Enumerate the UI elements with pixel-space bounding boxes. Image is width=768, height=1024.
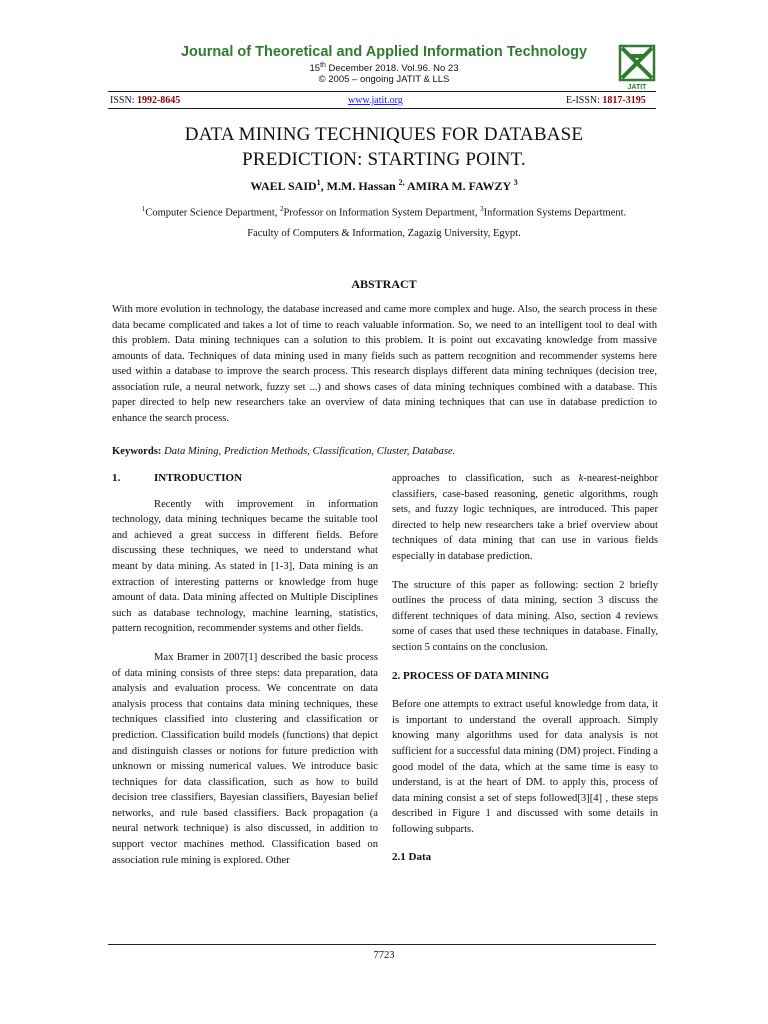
author-sup: 2,: [398, 178, 405, 187]
affil-sup: 2: [280, 205, 284, 213]
author-name: , M.M. Hassan: [320, 179, 399, 193]
paper-title: [0, 122, 768, 172]
affil-sup: 1: [141, 205, 146, 213]
logo-text: JATIT: [627, 84, 647, 91]
eissn: [566, 95, 646, 106]
issn-value: 1992-8645: [136, 95, 181, 106]
abstract-heading: ABSTRACT: [351, 277, 417, 291]
affil-text: Computer Science Department,: [145, 207, 281, 219]
section-number: 1.: [112, 472, 121, 484]
issue-rest: December 2018. Vol.96. No 23: [325, 63, 459, 75]
affil-sup: 3: [480, 205, 484, 213]
keywords: [112, 446, 657, 457]
eissn-value: 1817-3195: [602, 95, 646, 106]
text-run: -nearest-neighbor classifiers, case-based reasoning, genetic algorithms, rough sets, and fuzzy logic techniques, are introduced. This paper directed to help new researchers take a brief overview about techniques of data mining that can use in various fields especially in database prediction.: [392, 473, 658, 562]
issn: [110, 95, 180, 106]
right-column: [392, 471, 658, 879]
faculty: Faculty of Computers & Information, Zagazig University, Egypt.: [247, 228, 521, 239]
abstract-text: With more evolution in technology, the database increased and came more complex and huge. Also, the search process in these data became complicated and takes a lot of time to reach valuable information. So, we need to an intelligent tool to deal with this problem. Data mining techniques can a solution to this problem. It is point out excavating knowledge from massive amounts of data. Techniques of data mining used in many fields such as pattern recognition and recommender systems here used within a database to improve the search process. This research displays different data mining techniques (decision tree, association rule, a neural network, fuzzy set ...) and shows cases of data mining techniques combined with a database. This paper directed to help new researchers take an overview of data mining techniques that can use in database prediction to enhance the search process.: [112, 304, 657, 424]
copyright-line: © 2005 – ongoing JATIT & LLS: [318, 74, 450, 85]
title-line-1: DATA MINING TECHNIQUES FOR DATABASE: [184, 124, 584, 145]
intro-paragraph-1: Recently with improvement in information technology, data mining techniques became the suitable tool and achieved a great success in different fields. Before discussing these techniques, we need to understand what meant by data mining. As stated in [1-3], Data mining is an extraction of interesting patterns or knowledge from huge amount of data. Data mining affected on Multiple Disciplines such as database technology, machine learning, statistics, pattern recognition, recommender systems and other fields.: [112, 498, 378, 635]
issue-day: 15: [309, 63, 321, 75]
structure-paragraph: The structure of this paper as following: section 2 briefly outlines the process of data mining, section 3 discuss the different techniques of data mining. Also, section 4 reviews some of cases that used these techniques in database. Finally, section 5 contains on the conclusion.: [392, 579, 658, 653]
keywords-list: Data Mining, Prediction Methods, Classification, Cluster, Database.: [161, 446, 456, 457]
author-sup: 3: [513, 178, 518, 187]
issn-label: ISSN:: [110, 95, 137, 106]
journal-url-link[interactable]: www.jatit.org: [348, 95, 403, 106]
section-title: INTRODUCTION: [154, 472, 243, 484]
section-1-heading: [112, 471, 378, 487]
header-rule-top: [108, 91, 656, 92]
footer-rule: [108, 944, 656, 945]
section-2-heading: 2. PROCESS OF DATA MINING: [392, 669, 550, 682]
title-line-2: PREDICTION: STARTING POINT.: [242, 149, 526, 170]
issue-day-suffix: th: [320, 62, 326, 69]
process-paragraph: Before one attempts to extract useful knowledge from data, it is important to understand the overall approach. Simply knowing many algorithms used for data analysis is not sufficient for a successful data mining (DM) project. Finding a good model of the data, which at the same time is easy to understand, is at the heart of DM. to apply this, process of data mining consist a set of steps followed[3][4] , these steps described in Figure 1 and discussed with some details in following subparts.: [392, 699, 658, 835]
author-name: WAEL SAID: [250, 179, 317, 193]
affil-text: Professor on Information System Department,: [283, 207, 481, 219]
author-name: AMIRA M. FAWZY: [404, 179, 514, 193]
intro-paragraph-2: Max Bramer in 2007[1] described the basic process of data mining consists of three steps: data preparation, data analysis and evaluation process. We concentrate on data analysis process that contains data mining techniques, these techniques classified into clustering and classification or prediction. Classification build models (functions) that depict and distinguish classes or notions for future prediction with unknown or missing numerical values. We introduce basic techniques for data classification, such as how to build decision tree classifiers, Bayesian classifiers, Bayesian belief networks, and rule based classifiers. Back propagation (a neural network technique) is also discussed, in addition to support vector machines method. Classification based on association rule mining is explored. Other: [112, 651, 378, 866]
subsection-2-1-heading: 2.1 Data: [392, 851, 432, 864]
page-number: 7723: [373, 950, 395, 961]
affil-text: Information Systems Department.: [483, 207, 627, 219]
journal-title: Journal of Theoretical and Applied Information Technology: [180, 44, 588, 60]
authors: [0, 178, 768, 194]
intro-paragraph-3: [392, 471, 658, 565]
author-sup: 1: [316, 178, 321, 187]
text-run-italic: k: [578, 473, 584, 484]
text-run: approaches to classification, such as: [392, 473, 579, 484]
affiliations: [0, 205, 768, 219]
header-rule-bottom: [108, 108, 656, 109]
left-column: [112, 471, 378, 881]
eissn-label: E-ISSN:: [566, 95, 603, 106]
keywords-label: Keywords:: [112, 446, 162, 457]
